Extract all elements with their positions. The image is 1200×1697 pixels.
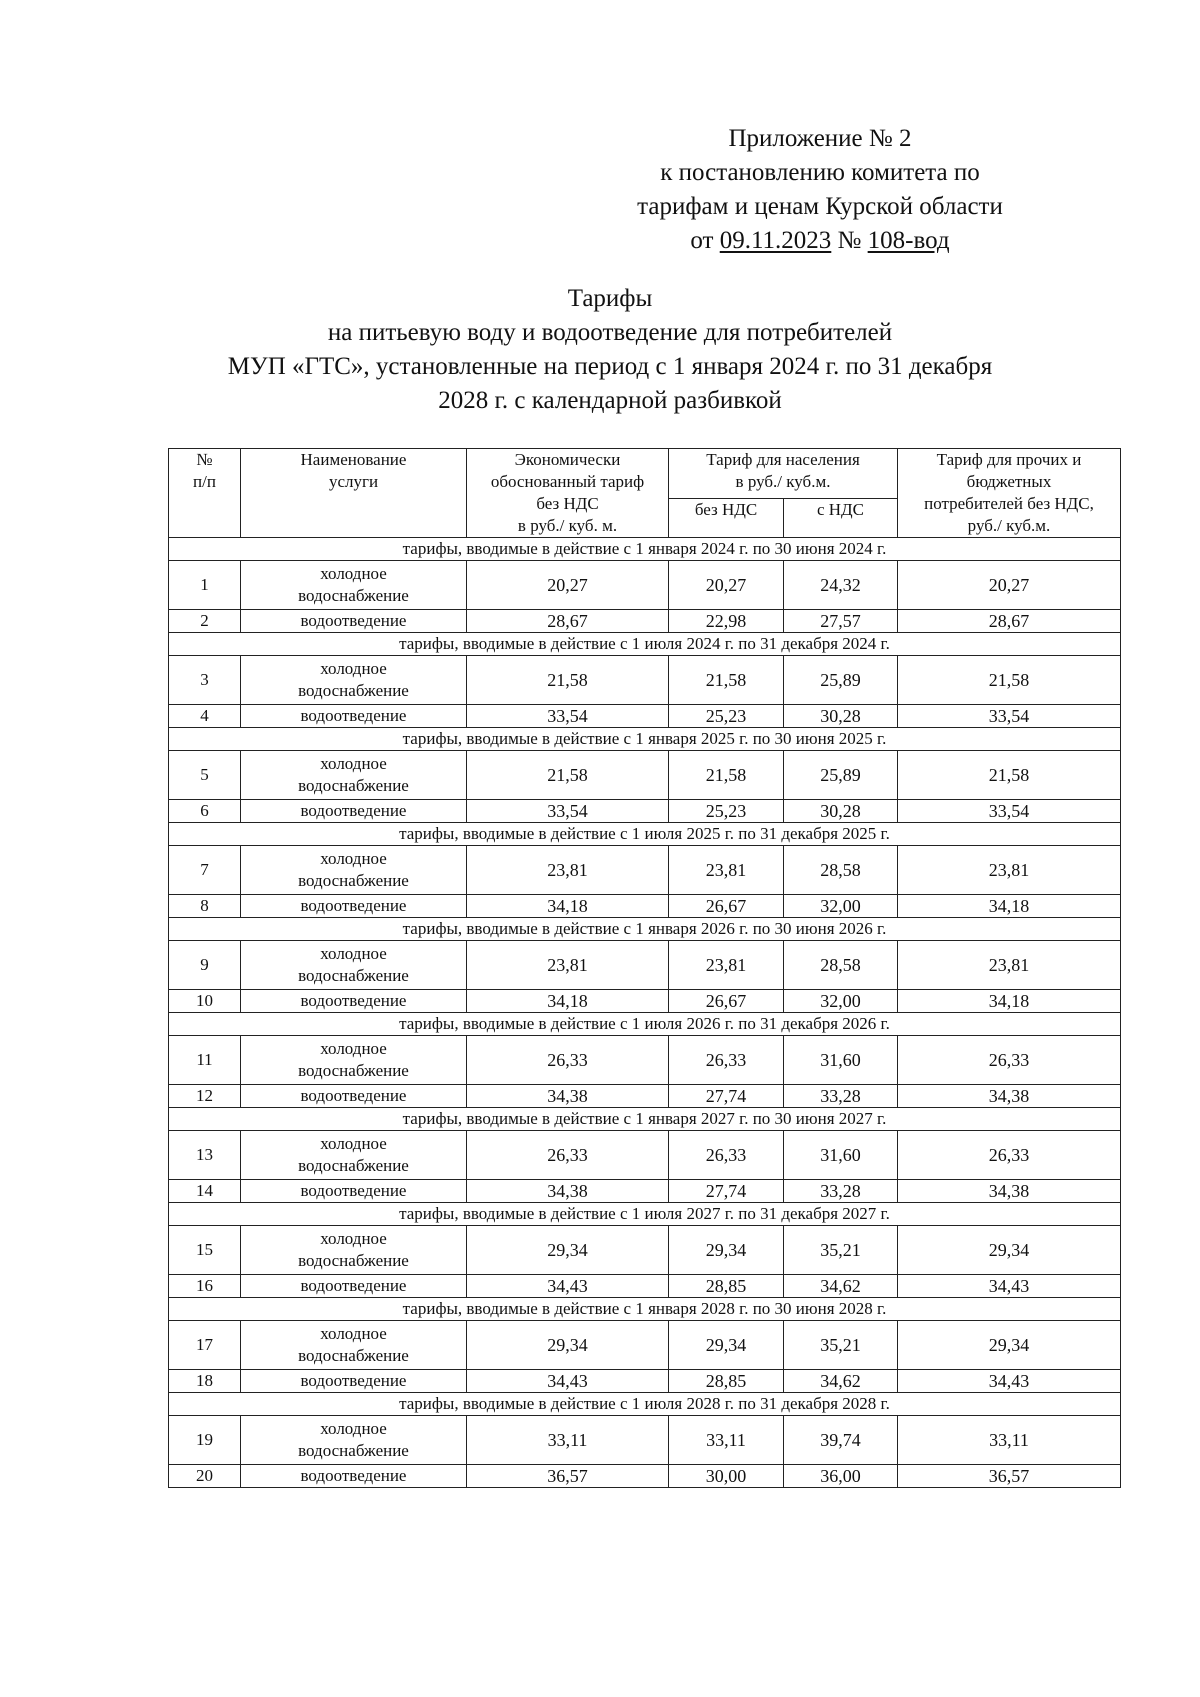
service-name-line-2: водоснабжение (298, 1061, 409, 1080)
table-row (169, 751, 1121, 800)
table-row (169, 656, 1121, 705)
table-row (169, 990, 1121, 1013)
table-row (169, 1085, 1121, 1108)
service-name: водоотведение (241, 705, 467, 728)
period-row (169, 633, 1121, 656)
population-vat-value: 33,28 (784, 1180, 898, 1203)
period-row (169, 728, 1121, 751)
tariff-table (168, 448, 1121, 1488)
table-row (169, 895, 1121, 918)
population-no-vat-value: 27,74 (669, 1180, 784, 1203)
service-name (241, 751, 467, 800)
row-number: 16 (169, 1275, 241, 1298)
row-number: 7 (169, 846, 241, 895)
period-row (169, 823, 1121, 846)
population-no-vat-value: 21,58 (669, 751, 784, 800)
period-label: тарифы, вводимые в действие с 1 января 2027 г. по 30 июня 2027 г. (169, 1108, 1121, 1131)
economic-tariff-value: 28,67 (467, 610, 669, 633)
other-consumers-value: 23,81 (898, 941, 1121, 990)
population-vat-value: 30,28 (784, 705, 898, 728)
other-consumers-value: 33,54 (898, 705, 1121, 728)
service-name-line-2: водоснабжение (298, 1251, 409, 1270)
population-no-vat-value: 29,34 (669, 1321, 784, 1370)
service-name: водоотведение (241, 1085, 467, 1108)
service-name-line-2: водоснабжение (298, 1156, 409, 1175)
economic-tariff-value: 23,81 (467, 846, 669, 895)
service-name-line-2: водоснабжение (298, 966, 409, 985)
population-vat-value: 34,62 (784, 1370, 898, 1393)
service-name (241, 1416, 467, 1465)
table-row (169, 1131, 1121, 1180)
other-consumers-value: 34,43 (898, 1275, 1121, 1298)
service-name (241, 656, 467, 705)
header-number-line-2: п/п (193, 472, 216, 491)
header-econ-line-4: в руб./ куб. м. (517, 516, 618, 535)
population-no-vat-value: 30,00 (669, 1465, 784, 1488)
economic-tariff-value: 26,33 (467, 1036, 669, 1085)
economic-tariff-value: 29,34 (467, 1226, 669, 1275)
period-label: тарифы, вводимые в действие с 1 июля 2027 г. по 31 декабря 2027 г. (169, 1203, 1121, 1226)
table-row (169, 1465, 1121, 1488)
economic-tariff-value: 33,54 (467, 705, 669, 728)
title-line-3: МУП «ГТС», установленные на период с 1 января 2024 г. по 31 декабря (227, 353, 993, 380)
population-vat-value: 35,21 (784, 1226, 898, 1275)
population-no-vat-value: 27,74 (669, 1085, 784, 1108)
header-other-line-3: потребителей без НДС, (924, 494, 1094, 513)
population-vat-value: 30,28 (784, 800, 898, 823)
other-consumers-value: 33,11 (898, 1416, 1121, 1465)
table-row (169, 941, 1121, 990)
table-row (169, 800, 1121, 823)
header-number-line-1: № (196, 450, 213, 469)
period-label: тарифы, вводимые в действие с 1 июля 2028 г. по 31 декабря 2028 г. (169, 1393, 1121, 1416)
service-name-line-1: холодное (320, 1229, 387, 1248)
other-consumers-value: 20,27 (898, 561, 1121, 610)
other-consumers-value: 29,34 (898, 1226, 1121, 1275)
row-number: 20 (169, 1465, 241, 1488)
service-name (241, 1131, 467, 1180)
service-name-line-1: холодное (320, 564, 387, 583)
row-number: 18 (169, 1370, 241, 1393)
population-vat-value: 27,57 (784, 610, 898, 633)
population-vat-value: 24,32 (784, 561, 898, 610)
population-vat-value: 35,21 (784, 1321, 898, 1370)
economic-tariff-value: 23,81 (467, 941, 669, 990)
service-name-line-1: холодное (320, 754, 387, 773)
appendix-line-1: Приложение № 2 (728, 125, 912, 152)
appendix-line-2: к постановлению комитета по (660, 159, 980, 186)
population-vat-value: 31,60 (784, 1036, 898, 1085)
service-name: водоотведение (241, 610, 467, 633)
appendix-date: 09.11.2023 (719, 227, 832, 254)
header-population-tariff (669, 449, 898, 499)
economic-tariff-value: 26,33 (467, 1131, 669, 1180)
service-name-line-1: холодное (320, 1039, 387, 1058)
period-row (169, 1108, 1121, 1131)
service-name-line-2: водоснабжение (298, 1441, 409, 1460)
service-name: водоотведение (241, 990, 467, 1013)
service-name: водоотведение (241, 800, 467, 823)
other-consumers-value: 34,38 (898, 1085, 1121, 1108)
row-number: 9 (169, 941, 241, 990)
appendix-line-4 (560, 224, 1080, 258)
population-vat-value: 39,74 (784, 1416, 898, 1465)
header-other-tariff (898, 449, 1121, 538)
appendix-date-prefix: от (690, 227, 720, 254)
economic-tariff-value: 29,34 (467, 1321, 669, 1370)
other-consumers-value: 26,33 (898, 1131, 1121, 1180)
population-vat-value: 34,62 (784, 1275, 898, 1298)
period-row (169, 1203, 1121, 1226)
appendix-number: 108-вод (867, 227, 950, 254)
table-row (169, 1321, 1121, 1370)
population-vat-value: 25,89 (784, 751, 898, 800)
service-name-line-2: водоснабжение (298, 871, 409, 890)
population-no-vat-value: 22,98 (669, 610, 784, 633)
service-name-line-2: водоснабжение (298, 586, 409, 605)
service-name-line-1: холодное (320, 659, 387, 678)
economic-tariff-value: 34,18 (467, 895, 669, 918)
table-row (169, 1370, 1121, 1393)
table-row (169, 1416, 1121, 1465)
period-row (169, 1013, 1121, 1036)
other-consumers-value: 34,18 (898, 895, 1121, 918)
table-row (169, 846, 1121, 895)
other-consumers-value: 34,38 (898, 1180, 1121, 1203)
population-vat-value: 36,00 (784, 1465, 898, 1488)
population-vat-value: 32,00 (784, 895, 898, 918)
period-row (169, 538, 1121, 561)
table-row (169, 1275, 1121, 1298)
title-line-1: Тарифы (567, 285, 653, 312)
row-number: 5 (169, 751, 241, 800)
population-vat-value: 32,00 (784, 990, 898, 1013)
other-consumers-value: 28,67 (898, 610, 1121, 633)
population-no-vat-value: 33,11 (669, 1416, 784, 1465)
period-label: тарифы, вводимые в действие с 1 июля 2024 г. по 31 декабря 2024 г. (169, 633, 1121, 656)
population-no-vat-value: 23,81 (669, 941, 784, 990)
service-name (241, 1321, 467, 1370)
row-number: 11 (169, 1036, 241, 1085)
row-number: 3 (169, 656, 241, 705)
population-no-vat-value: 21,58 (669, 656, 784, 705)
period-row (169, 1393, 1121, 1416)
appendix-header (560, 122, 1080, 258)
economic-tariff-value: 33,11 (467, 1416, 669, 1465)
header-service-name (241, 449, 467, 538)
header-pop-no-vat: без НДС (669, 498, 784, 537)
row-number: 13 (169, 1131, 241, 1180)
header-other-line-1: Тариф для прочих и (936, 450, 1082, 469)
population-vat-value: 31,60 (784, 1131, 898, 1180)
period-row (169, 918, 1121, 941)
economic-tariff-value: 34,38 (467, 1180, 669, 1203)
row-number: 17 (169, 1321, 241, 1370)
row-number: 14 (169, 1180, 241, 1203)
service-name: водоотведение (241, 895, 467, 918)
population-no-vat-value: 26,67 (669, 990, 784, 1013)
row-number: 8 (169, 895, 241, 918)
service-name (241, 561, 467, 610)
population-vat-value: 25,89 (784, 656, 898, 705)
service-name: водоотведение (241, 1180, 467, 1203)
header-other-line-4: руб./ куб.м. (967, 516, 1051, 535)
population-no-vat-value: 20,27 (669, 561, 784, 610)
population-vat-value: 28,58 (784, 941, 898, 990)
tariff-table-body (169, 538, 1121, 1488)
population-no-vat-value: 25,23 (669, 705, 784, 728)
other-consumers-value: 34,43 (898, 1370, 1121, 1393)
service-name-line-1: холодное (320, 849, 387, 868)
economic-tariff-value: 34,43 (467, 1370, 669, 1393)
header-other-line-2: бюджетных (966, 472, 1052, 491)
header-econ-line-3: без НДС (536, 494, 599, 513)
period-label: тарифы, вводимые в действие с 1 июля 2025 г. по 31 декабря 2025 г. (169, 823, 1121, 846)
row-number: 12 (169, 1085, 241, 1108)
population-no-vat-value: 28,85 (669, 1275, 784, 1298)
period-label: тарифы, вводимые в действие с 1 января 2025 г. по 30 июня 2025 г. (169, 728, 1121, 751)
service-name: водоотведение (241, 1370, 467, 1393)
row-number: 2 (169, 610, 241, 633)
service-name: водоотведение (241, 1275, 467, 1298)
other-consumers-value: 21,58 (898, 751, 1121, 800)
header-service-line-1: Наименование (300, 450, 407, 469)
population-no-vat-value: 25,23 (669, 800, 784, 823)
table-row (169, 561, 1121, 610)
title-line-2: на питьевую воду и водоотведение для потребителей (327, 319, 893, 346)
row-number: 1 (169, 561, 241, 610)
period-label: тарифы, вводимые в действие с 1 июля 2026 г. по 31 декабря 2026 г. (169, 1013, 1121, 1036)
service-name (241, 1226, 467, 1275)
service-name-line-1: холодное (320, 1324, 387, 1343)
table-row (169, 1036, 1121, 1085)
population-no-vat-value: 23,81 (669, 846, 784, 895)
table-row (169, 610, 1121, 633)
row-number: 10 (169, 990, 241, 1013)
other-consumers-value: 26,33 (898, 1036, 1121, 1085)
header-service-line-2: услуги (328, 472, 379, 491)
population-no-vat-value: 28,85 (669, 1370, 784, 1393)
other-consumers-value: 21,58 (898, 656, 1121, 705)
service-name-line-1: холодное (320, 1419, 387, 1438)
service-name (241, 1036, 467, 1085)
economic-tariff-value: 21,58 (467, 656, 669, 705)
population-no-vat-value: 29,34 (669, 1226, 784, 1275)
table-row (169, 705, 1121, 728)
period-label: тарифы, вводимые в действие с 1 января 2028 г. по 30 июня 2028 г. (169, 1298, 1121, 1321)
economic-tariff-value: 33,54 (467, 800, 669, 823)
period-row (169, 1298, 1121, 1321)
header-pop-line-2: в руб./ куб.м. (735, 472, 831, 491)
service-name-line-2: водоснабжение (298, 776, 409, 795)
other-consumers-value: 23,81 (898, 846, 1121, 895)
period-label: тарифы, вводимые в действие с 1 января 2026 г. по 30 июня 2026 г. (169, 918, 1121, 941)
header-number (169, 449, 241, 538)
table-row (169, 1180, 1121, 1203)
other-consumers-value: 34,18 (898, 990, 1121, 1013)
appendix-number-prefix: № (831, 227, 868, 254)
header-econ-line-2: обоснованный тариф (490, 472, 645, 491)
service-name (241, 846, 467, 895)
economic-tariff-value: 20,27 (467, 561, 669, 610)
population-vat-value: 28,58 (784, 846, 898, 895)
economic-tariff-value: 21,58 (467, 751, 669, 800)
population-no-vat-value: 26,33 (669, 1131, 784, 1180)
document-title (150, 282, 1070, 418)
service-name (241, 941, 467, 990)
economic-tariff-value: 34,38 (467, 1085, 669, 1108)
header-economic-tariff (467, 449, 669, 538)
header-econ-line-1: Экономически (514, 450, 621, 469)
service-name-line-1: холодное (320, 944, 387, 963)
row-number: 15 (169, 1226, 241, 1275)
population-no-vat-value: 26,67 (669, 895, 784, 918)
other-consumers-value: 33,54 (898, 800, 1121, 823)
economic-tariff-value: 34,43 (467, 1275, 669, 1298)
period-label: тарифы, вводимые в действие с 1 января 2024 г. по 30 июня 2024 г. (169, 538, 1121, 561)
service-name-line-2: водоснабжение (298, 1346, 409, 1365)
header-pop-vat: с НДС (784, 498, 898, 537)
row-number: 4 (169, 705, 241, 728)
population-no-vat-value: 26,33 (669, 1036, 784, 1085)
service-name-line-1: холодное (320, 1134, 387, 1153)
row-number: 6 (169, 800, 241, 823)
other-consumers-value: 29,34 (898, 1321, 1121, 1370)
service-name-line-2: водоснабжение (298, 681, 409, 700)
economic-tariff-value: 34,18 (467, 990, 669, 1013)
table-row (169, 1226, 1121, 1275)
other-consumers-value: 36,57 (898, 1465, 1121, 1488)
row-number: 19 (169, 1416, 241, 1465)
population-vat-value: 33,28 (784, 1085, 898, 1108)
service-name: водоотведение (241, 1465, 467, 1488)
economic-tariff-value: 36,57 (467, 1465, 669, 1488)
title-line-4: 2028 г. с календарной разбивкой (438, 387, 782, 414)
header-pop-line-1: Тариф для населения (706, 450, 860, 469)
appendix-line-3: тарифам и ценам Курской области (637, 193, 1003, 220)
